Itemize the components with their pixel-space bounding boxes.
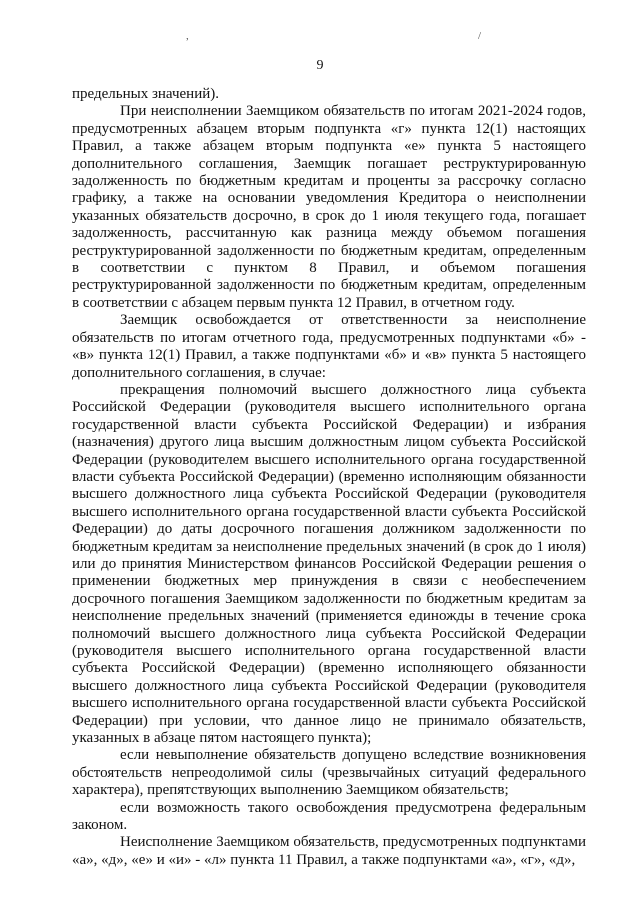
paragraph-continuation: предельных значений). bbox=[72, 86, 219, 102]
paragraph-federal-law-case: если возможность такого освобождения предусмотрена федеральным законом. bbox=[72, 799, 586, 834]
page-number: 9 bbox=[316, 58, 324, 73]
paragraph-nonfulfillment-obligations: Неисполнение Заемщиком обязательств, предусмотренных подпунктами «а», «д», «е» и «и» - «л» пункта 11 Правил, а также подпунктами «а», «г», «д», bbox=[72, 834, 586, 868]
paragraph-nonfulfillment: При неисполнении Заемщиком обязательств по итогам 2021-2024 годов, предусмотренных абзацем вторым подпункта «г» пункта 12(1) настоящих Правил, а также абзацем вторым подпункта «е» пункта 5 настоящего дополнительного соглашения, Заемщик погашает реструктурированную задолженность по бюджетным кредитам и проценты за рассрочку согласно графику, а также на основании уведомления Кредитора о неисполнении указанных обязательств досрочно, в срок до 1 июля текущего года, погашает задолженность, рассчитанную как разница между объемом погашения реструктурированной задолженности по бюджетным кредитам, определенным в соответствии с пунктом 8 Правил, и объемом погашения реструктурированной задолженности по бюджетным кредитам, определенным в соответствии с абзацем первым пункта 12 Правил, в отчетном году. bbox=[72, 103, 586, 311]
scan-mark-left: , bbox=[186, 30, 189, 42]
paragraph-force-majeure-case: если невыполнение обязательств допущено вследствие возникновения обстоятельств непреодолимой силы (чрезвычайных ситуаций федерального характера), препятствующих выполнению Заемщиком обязательств; bbox=[72, 747, 586, 799]
scan-mark-right: / bbox=[478, 30, 482, 42]
document-body bbox=[72, 86, 586, 869]
paragraph-termination-case: прекращения полномочий высшего должностного лица субъекта Российской Федерации (руководителя высшего исполнительного органа государственной власти субъекта Российской Федерации) и избрания (назначения) другого лица высшим должностным лицом субъекта Российской Федерации (руководителем высшего исполнительного органа государственной власти субъекта Российской Федерации) (временно исполняющим обязанности высшего должностного лица субъекта Российской Федерации (руководителя высшего исполнительного органа государственной власти субъекта Российской Федерации) до даты досрочного погашения должником задолженности по бюджетным кредитам за неисполнение предельных значений (в срок до 1 июля) или до принятия Министерством финансов Российской Федерации решения о применении бюджетных мер принуждения в связи с необеспечением досрочного погашения Заемщиком задолженности по бюджетным кредитам за неисполнение предельных значений (применяется единожды в течение срока полномочий высшего должностного лица субъекта Российской Федерации (руководителя высшего исполнительного органа государственной власти субъекта Российской Федерации) (временно исполняющего обязанности высшего должностного лица субъекта Российской Федерации (руководителя высшего исполнительного органа государственной власти субъекта Российской Федерации) при условии, что данное лицо не принимало обязательств, указанных в абзаце пятом настоящего пункта); bbox=[72, 381, 586, 747]
paragraph-exemption: Заемщик освобождается от ответственности за неисполнение обязательств по итогам отчетного года, предусмотренных подпунктами «б» - «в» пункта 12(1) Правил, а также подпунктами «б» и «в» пункта 5 настоящего дополнительного соглашения, в случае: bbox=[72, 312, 586, 381]
